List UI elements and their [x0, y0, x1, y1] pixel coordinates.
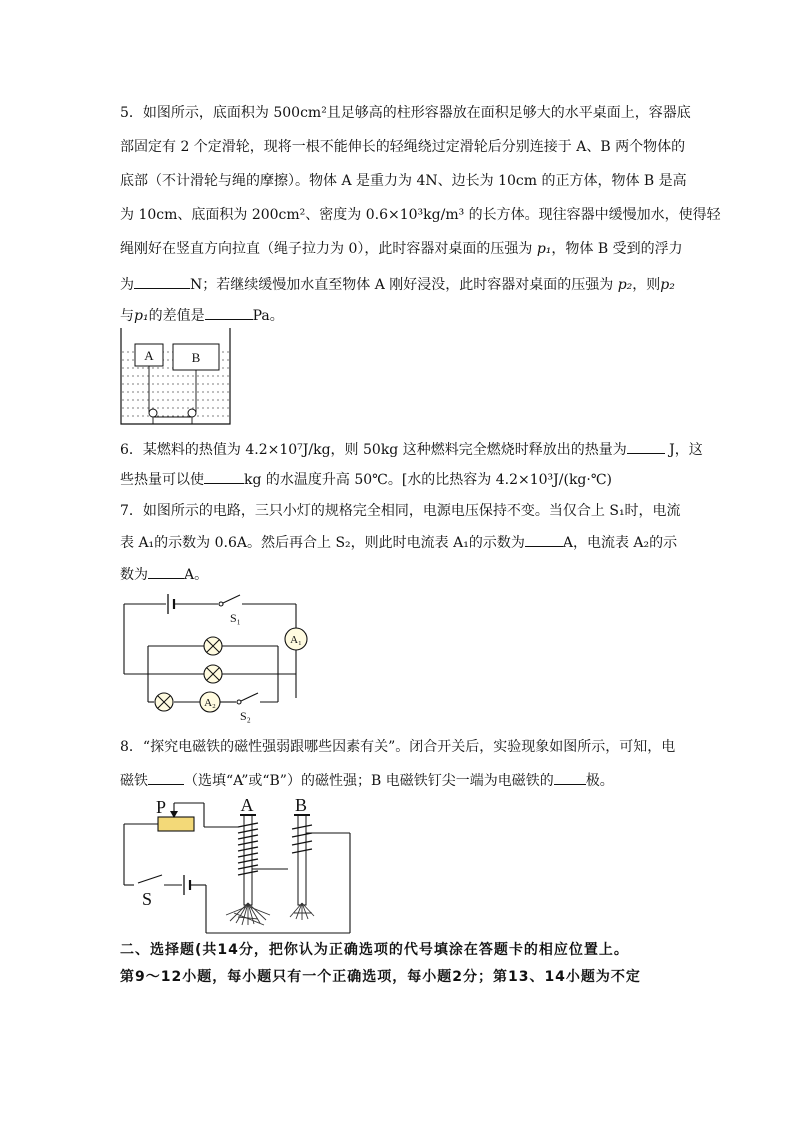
q8-line-1: 8．“探究电磁铁的磁性强弱跟哪些因素有关”。闭合开关后，实验现象如图所示，可知，电 [120, 739, 676, 755]
q8-line-2-text-c: 极。 [585, 773, 614, 789]
q8-blank-stronger[interactable] [148, 770, 184, 785]
q8-blank-pole[interactable] [554, 770, 586, 785]
q5-line-5-text-a: 绳刚好在竖直方向拉直（绳子拉力为 0），此时容器对桌面的压强为 [120, 241, 537, 257]
electromagnet-b [292, 815, 312, 905]
q5-line-6-text-a: 为 [120, 277, 134, 293]
switch-s2 [241, 693, 258, 701]
switch-s-label: S [142, 889, 153, 909]
q8-line-2-text-a: 磁铁 [120, 773, 148, 789]
q6-blank-heat[interactable] [627, 439, 665, 454]
q6-line-1-text-b: J，这 [664, 442, 703, 458]
pins-cluster-a [226, 903, 270, 925]
q7-line-3-text-b: A。 [184, 567, 209, 583]
q6-line-2-text-a: 些热量可以使 [120, 472, 204, 488]
q5-line-5 [120, 240, 683, 258]
q7-line-2-text-b: A，电流表 A₂的示 [562, 535, 678, 551]
q7-line-1: 7．如图所示的电路，三只小灯的规格完全相同，电源电压保持不变。当仅合上 S₁时，电流 [120, 503, 681, 519]
q5-p1-symbol-2: p₁ [134, 308, 149, 324]
q8-line-2-text-b: （选填“A”或“B”）的磁性强；B 电磁铁钉尖一端为电磁铁的 [184, 773, 554, 789]
rheostat [158, 817, 194, 831]
q6-line-2-text-b: kg 的水温度升高 50℃。[水的比热容为 4.2×10³J/(kg·℃) [244, 472, 612, 488]
switch-s1-label: S₁ [230, 611, 241, 625]
ammeter-a1-label: A₁ [290, 634, 302, 646]
block-a-label: A [144, 348, 154, 363]
q7-line-2 [120, 532, 680, 552]
lamp-3 [155, 693, 173, 711]
q6-line-2 [120, 469, 680, 489]
rheostat-p-label: P [156, 797, 167, 817]
switch-s [138, 875, 162, 883]
q8-line-2 [120, 770, 680, 790]
section-2-line-2: 第9～12小题，每小题只有一个正确选项，每小题2分；第13、14小题为不定 [120, 969, 641, 985]
q7-blank-a1[interactable] [525, 532, 563, 547]
q7-circuit-diagram [118, 590, 318, 725]
q7-line-3 [120, 564, 680, 584]
q5-p2-symbol: p₂ [617, 277, 633, 293]
pins-cluster-b [290, 903, 314, 920]
block-b-label: B [191, 350, 201, 365]
lamp-1 [204, 637, 222, 655]
q5-container-diagram [118, 326, 238, 426]
q5-blank-pressure-diff[interactable] [205, 305, 253, 320]
q7-blank-a2[interactable] [148, 564, 184, 579]
pulley-right [188, 409, 196, 417]
q5-line-7-text-a: 与 [120, 308, 134, 324]
pulley-left [149, 409, 157, 417]
q5-line-5-text-b: ，物体 B 受到的浮力 [551, 241, 683, 257]
q5-line-6-text-c: ，则 [632, 277, 661, 293]
electromagnet-a-label: A [240, 795, 254, 815]
q5-p2-symbol-2: p₂ [660, 277, 675, 293]
switch-s1 [223, 595, 240, 603]
q5-p1-symbol: p₁ [536, 241, 552, 257]
q8-electromagnet-diagram [118, 793, 358, 938]
q7-line-3-text-a: 数为 [120, 567, 148, 583]
electromagnet-b-label: B [294, 795, 308, 815]
q5-line-6 [120, 274, 680, 294]
electromagnet-a [238, 815, 258, 905]
q5-line-7-text-b: 的差值是 [148, 308, 205, 324]
lamp-2 [204, 665, 222, 683]
q5-line-7-text-c: Pa。 [252, 308, 284, 324]
q6-blank-mass[interactable] [204, 469, 244, 484]
q5-line-7 [120, 305, 680, 325]
q6-line-1 [120, 439, 703, 459]
q7-line-2-text-a: 表 A₁的示数为 0.6A。然后再合上 S₂，则此时电流表 A₁的示数为 [120, 535, 525, 551]
q5-line-3: 底部（不计滑轮与绳的摩擦）。物体 A 是重力为 4N、边长为 10cm 的正方体，物体 B 是高 [120, 173, 687, 189]
q6-line-1-text-a: 6．某燃料的热值为 4.2×10⁷J/kg，则 50kg 这种燃料完全燃烧时释放出的热量为 [120, 442, 627, 458]
q5-blank-buoyancy[interactable] [134, 274, 190, 289]
rope [149, 366, 196, 417]
q5-line-1: 5．如图所示，底面积为 500cm²且足够高的柱形容器放在面积足够大的水平桌面上，容器底 [120, 105, 691, 121]
q5-line-6-text-b: N；若继续缓慢加水直至物体 A 刚好浸没，此时容器对桌面的压强为 [190, 277, 618, 293]
q5-line-2: 部固定有 2 个定滑轮，现将一根不能伸长的轻绳绕过定滑轮后分别连接于 A、B 两个物体的 [120, 139, 686, 155]
ammeter-a2-label: A₂ [204, 697, 216, 709]
q5-line-4: 为 10cm、底面积为 200cm²、密度为 0.6×10³kg/m³ 的长方体。现往容器中缓慢加水，使得轻 [120, 207, 721, 223]
switch-s2-label: S₂ [240, 709, 251, 723]
section-2-line-1: 二、选择题(共14分，把你认为正确选项的代号填涂在答题卡的相应位置上。 [120, 942, 629, 958]
